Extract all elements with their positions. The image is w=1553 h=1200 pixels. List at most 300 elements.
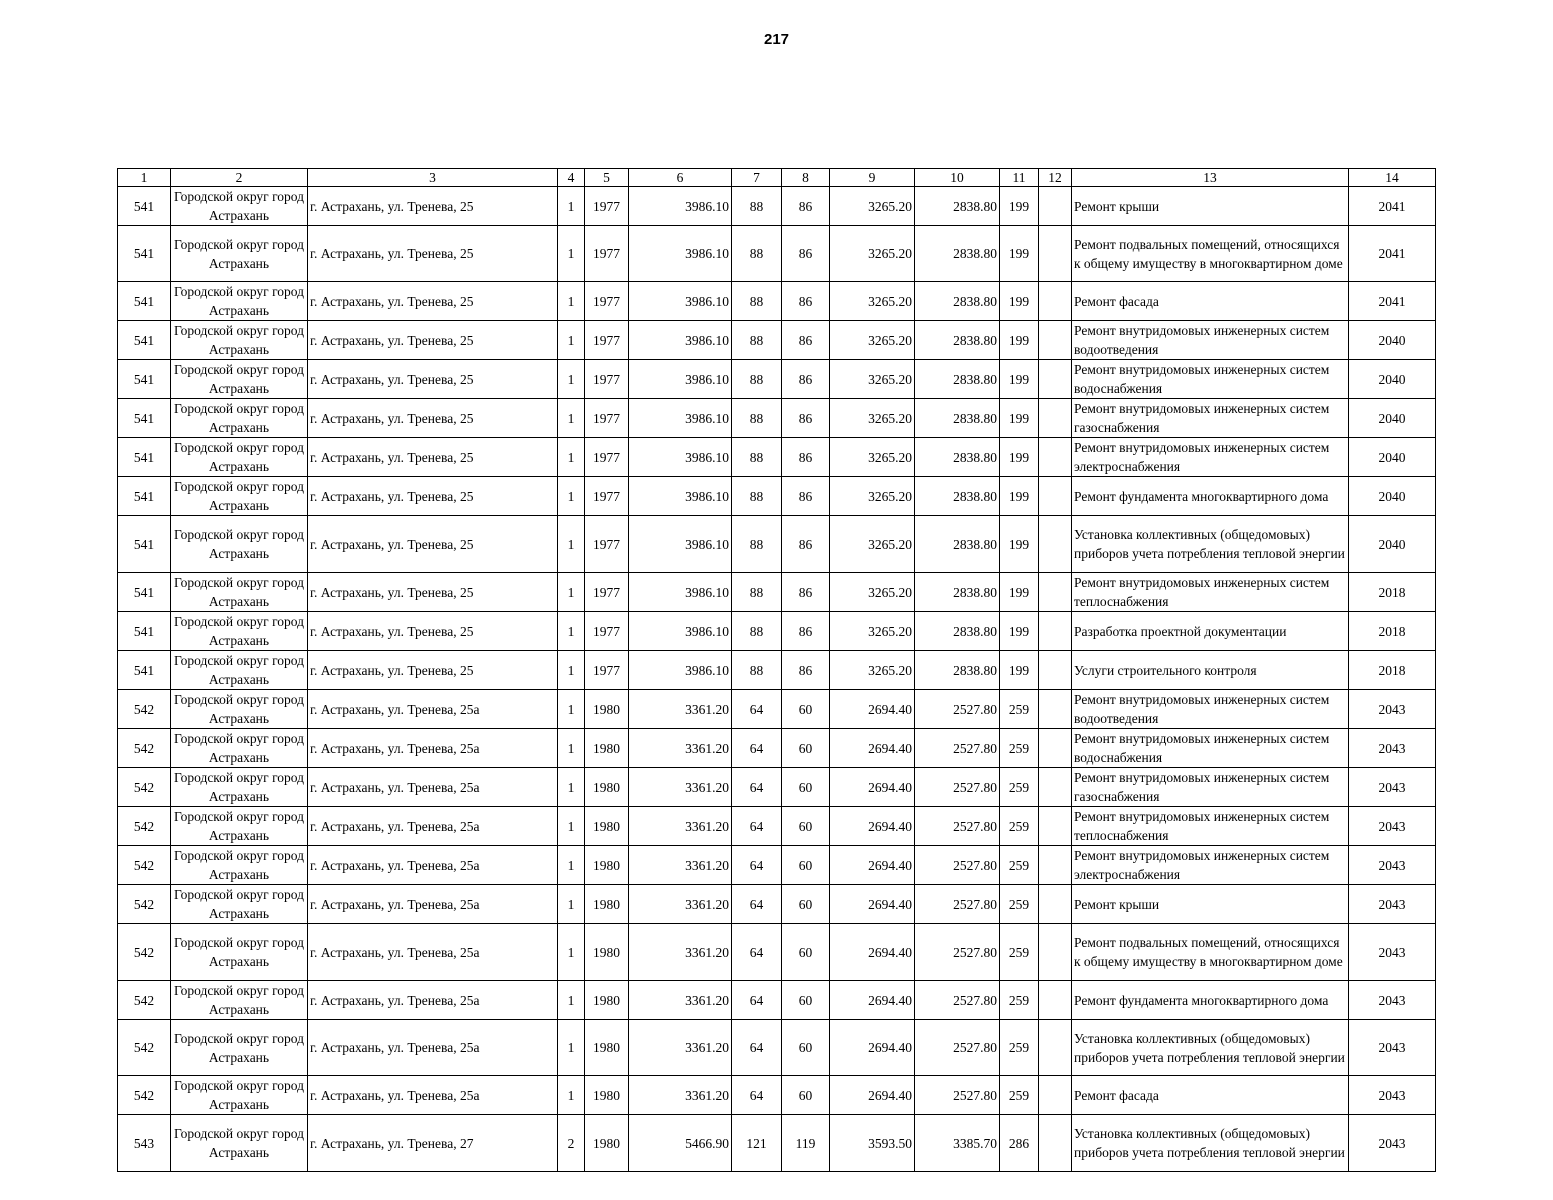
column-header: 3	[308, 169, 558, 187]
column-11-cell: 199	[1000, 282, 1039, 321]
column-4-cell: 1	[558, 321, 585, 360]
column-7-cell: 88	[732, 516, 782, 573]
row-number-cell: 541	[118, 360, 171, 399]
row-number-cell: 542	[118, 807, 171, 846]
column-9-cell: 3265.20	[830, 573, 915, 612]
year-cell: 1977	[585, 321, 629, 360]
address-cell: г. Астрахань, ул. Тренева, 25а	[308, 768, 558, 807]
column-9-cell: 3265.20	[830, 321, 915, 360]
column-7-cell: 64	[732, 690, 782, 729]
column-8-cell: 60	[782, 690, 830, 729]
column-4-cell: 1	[558, 573, 585, 612]
column-10-cell: 2527.80	[915, 1076, 1000, 1115]
table-row	[118, 612, 1436, 651]
municipality-cell: Городской округ город Астрахань	[171, 1076, 308, 1115]
column-12-cell	[1039, 651, 1072, 690]
column-10-cell: 2838.80	[915, 438, 1000, 477]
row-number-cell: 541	[118, 321, 171, 360]
year-cell: 1977	[585, 516, 629, 573]
row-number-cell: 541	[118, 282, 171, 321]
row-number-cell: 542	[118, 885, 171, 924]
work-type-cell: Ремонт подвальных помещений, относящихся к общему имуществу в многоквартирном доме	[1072, 924, 1349, 981]
year-cell: 1980	[585, 885, 629, 924]
column-7-cell: 88	[732, 438, 782, 477]
column-12-cell	[1039, 924, 1072, 981]
address-cell: г. Астрахань, ул. Тренева, 25	[308, 438, 558, 477]
column-4-cell: 1	[558, 438, 585, 477]
row-number-cell: 542	[118, 846, 171, 885]
planned-year-cell: 2018	[1349, 573, 1436, 612]
year-cell: 1977	[585, 360, 629, 399]
registry-table	[117, 168, 1436, 1172]
column-9-cell: 2694.40	[830, 981, 915, 1020]
column-8-cell: 86	[782, 226, 830, 282]
column-11-cell: 199	[1000, 612, 1039, 651]
planned-year-cell: 2041	[1349, 226, 1436, 282]
year-cell: 1977	[585, 612, 629, 651]
column-4-cell: 1	[558, 981, 585, 1020]
row-number-cell: 542	[118, 924, 171, 981]
work-type-cell: Ремонт крыши	[1072, 885, 1349, 924]
column-8-cell: 86	[782, 321, 830, 360]
column-4-cell: 1	[558, 360, 585, 399]
page-number: 217	[763, 31, 790, 48]
column-9-cell: 2694.40	[830, 924, 915, 981]
column-8-cell: 86	[782, 399, 830, 438]
row-number-cell: 541	[118, 187, 171, 226]
total-area-cell: 3986.10	[629, 477, 732, 516]
work-type-cell: Ремонт фундамента многоквартирного дома	[1072, 477, 1349, 516]
column-10-cell: 2838.80	[915, 612, 1000, 651]
column-header: 5	[585, 169, 629, 187]
column-7-cell: 121	[732, 1115, 782, 1172]
column-4-cell: 1	[558, 651, 585, 690]
total-area-cell: 3361.20	[629, 1076, 732, 1115]
column-7-cell: 64	[732, 807, 782, 846]
row-number-cell: 542	[118, 981, 171, 1020]
column-8-cell: 86	[782, 573, 830, 612]
municipality-cell: Городской округ город Астрахань	[171, 282, 308, 321]
total-area-cell: 3986.10	[629, 612, 732, 651]
column-12-cell	[1039, 1115, 1072, 1172]
planned-year-cell: 2043	[1349, 846, 1436, 885]
column-9-cell: 2694.40	[830, 690, 915, 729]
column-7-cell: 88	[732, 187, 782, 226]
column-9-cell: 3265.20	[830, 282, 915, 321]
total-area-cell: 3986.10	[629, 516, 732, 573]
column-12-cell	[1039, 516, 1072, 573]
table-row	[118, 226, 1436, 282]
work-type-cell: Ремонт внутридомовых инженерных систем водоснабжения	[1072, 729, 1349, 768]
total-area-cell: 3361.20	[629, 885, 732, 924]
address-cell: г. Астрахань, ул. Тренева, 25	[308, 187, 558, 226]
total-area-cell: 3986.10	[629, 651, 732, 690]
row-number-cell: 543	[118, 1115, 171, 1172]
total-area-cell: 3986.10	[629, 187, 732, 226]
column-9-cell: 3265.20	[830, 612, 915, 651]
column-11-cell: 199	[1000, 360, 1039, 399]
planned-year-cell: 2040	[1349, 438, 1436, 477]
year-cell: 1980	[585, 924, 629, 981]
table-body	[118, 187, 1436, 1172]
work-type-cell: Ремонт внутридомовых инженерных систем газоснабжения	[1072, 768, 1349, 807]
column-8-cell: 60	[782, 729, 830, 768]
municipality-cell: Городской округ город Астрахань	[171, 924, 308, 981]
planned-year-cell: 2041	[1349, 282, 1436, 321]
column-header: 10	[915, 169, 1000, 187]
column-9-cell: 3265.20	[830, 226, 915, 282]
row-number-cell: 541	[118, 438, 171, 477]
column-10-cell: 2838.80	[915, 516, 1000, 573]
column-11-cell: 259	[1000, 768, 1039, 807]
column-8-cell: 86	[782, 438, 830, 477]
planned-year-cell: 2043	[1349, 981, 1436, 1020]
column-10-cell: 2838.80	[915, 282, 1000, 321]
planned-year-cell: 2018	[1349, 651, 1436, 690]
column-10-cell: 2838.80	[915, 360, 1000, 399]
planned-year-cell: 2043	[1349, 729, 1436, 768]
total-area-cell: 3986.10	[629, 399, 732, 438]
column-9-cell: 2694.40	[830, 807, 915, 846]
address-cell: г. Астрахань, ул. Тренева, 25	[308, 516, 558, 573]
column-10-cell: 2838.80	[915, 399, 1000, 438]
work-type-cell: Ремонт подвальных помещений, относящихся к общему имуществу в многоквартирном доме	[1072, 226, 1349, 282]
work-type-cell: Ремонт крыши	[1072, 187, 1349, 226]
address-cell: г. Астрахань, ул. Тренева, 25а	[308, 690, 558, 729]
work-type-cell: Ремонт внутридомовых инженерных систем водоотведения	[1072, 690, 1349, 729]
municipality-cell: Городской округ город Астрахань	[171, 477, 308, 516]
row-number-cell: 542	[118, 690, 171, 729]
column-8-cell: 60	[782, 846, 830, 885]
column-4-cell: 1	[558, 399, 585, 438]
column-9-cell: 2694.40	[830, 846, 915, 885]
work-type-cell: Установка коллективных (общедомовых) приборов учета потребления тепловой энергии	[1072, 1020, 1349, 1076]
column-12-cell	[1039, 321, 1072, 360]
row-number-cell: 542	[118, 1076, 171, 1115]
year-cell: 1980	[585, 1020, 629, 1076]
table-row	[118, 516, 1436, 573]
work-type-cell: Ремонт внутридомовых инженерных систем электроснабжения	[1072, 846, 1349, 885]
year-cell: 1977	[585, 187, 629, 226]
municipality-cell: Городской округ город Астрахань	[171, 573, 308, 612]
column-4-cell: 1	[558, 690, 585, 729]
municipality-cell: Городской округ город Астрахань	[171, 846, 308, 885]
column-10-cell: 2527.80	[915, 924, 1000, 981]
column-12-cell	[1039, 612, 1072, 651]
column-11-cell: 199	[1000, 516, 1039, 573]
column-4-cell: 1	[558, 729, 585, 768]
column-8-cell: 119	[782, 1115, 830, 1172]
column-10-cell: 2527.80	[915, 885, 1000, 924]
column-12-cell	[1039, 807, 1072, 846]
address-cell: г. Астрахань, ул. Тренева, 25	[308, 321, 558, 360]
year-cell: 1977	[585, 651, 629, 690]
address-cell: г. Астрахань, ул. Тренева, 25	[308, 226, 558, 282]
total-area-cell: 3361.20	[629, 981, 732, 1020]
column-8-cell: 60	[782, 1020, 830, 1076]
column-8-cell: 86	[782, 651, 830, 690]
column-9-cell: 3265.20	[830, 516, 915, 573]
year-cell: 1977	[585, 399, 629, 438]
municipality-cell: Городской округ город Астрахань	[171, 516, 308, 573]
municipality-cell: Городской округ город Астрахань	[171, 321, 308, 360]
column-12-cell	[1039, 187, 1072, 226]
column-7-cell: 64	[732, 924, 782, 981]
column-8-cell: 86	[782, 612, 830, 651]
total-area-cell: 3361.20	[629, 768, 732, 807]
column-7-cell: 88	[732, 226, 782, 282]
total-area-cell: 3361.20	[629, 729, 732, 768]
work-type-cell: Установка коллективных (общедомовых) приборов учета потребления тепловой энергии	[1072, 1115, 1349, 1172]
column-8-cell: 86	[782, 360, 830, 399]
column-11-cell: 259	[1000, 1020, 1039, 1076]
work-type-cell: Ремонт внутридомовых инженерных систем водоотведения	[1072, 321, 1349, 360]
year-cell: 1980	[585, 1076, 629, 1115]
column-header: 11	[1000, 169, 1039, 187]
column-11-cell: 199	[1000, 399, 1039, 438]
municipality-cell: Городской округ город Астрахань	[171, 651, 308, 690]
column-7-cell: 64	[732, 846, 782, 885]
column-12-cell	[1039, 846, 1072, 885]
column-4-cell: 1	[558, 885, 585, 924]
column-11-cell: 199	[1000, 438, 1039, 477]
column-10-cell: 2527.80	[915, 807, 1000, 846]
work-type-cell: Ремонт внутридомовых инженерных систем теплоснабжения	[1072, 807, 1349, 846]
column-11-cell: 259	[1000, 924, 1039, 981]
table-row	[118, 282, 1436, 321]
table-row	[118, 651, 1436, 690]
work-type-cell: Разработка проектной документации	[1072, 612, 1349, 651]
table-row	[118, 399, 1436, 438]
work-type-cell: Ремонт фасада	[1072, 1076, 1349, 1115]
column-7-cell: 88	[732, 612, 782, 651]
column-8-cell: 60	[782, 1076, 830, 1115]
municipality-cell: Городской округ город Астрахань	[171, 807, 308, 846]
address-cell: г. Астрахань, ул. Тренева, 25а	[308, 807, 558, 846]
table-row	[118, 729, 1436, 768]
column-9-cell: 3265.20	[830, 477, 915, 516]
year-cell: 1980	[585, 1115, 629, 1172]
column-12-cell	[1039, 768, 1072, 807]
planned-year-cell: 2043	[1349, 807, 1436, 846]
address-cell: г. Астрахань, ул. Тренева, 25	[308, 573, 558, 612]
planned-year-cell: 2043	[1349, 690, 1436, 729]
address-cell: г. Астрахань, ул. Тренева, 25	[308, 651, 558, 690]
table-row	[118, 885, 1436, 924]
column-7-cell: 64	[732, 768, 782, 807]
row-number-cell: 541	[118, 226, 171, 282]
column-4-cell: 2	[558, 1115, 585, 1172]
total-area-cell: 3986.10	[629, 573, 732, 612]
column-4-cell: 1	[558, 226, 585, 282]
column-4-cell: 1	[558, 612, 585, 651]
column-11-cell: 199	[1000, 651, 1039, 690]
planned-year-cell: 2040	[1349, 477, 1436, 516]
municipality-cell: Городской округ город Астрахань	[171, 690, 308, 729]
column-9-cell: 3265.20	[830, 187, 915, 226]
column-11-cell: 199	[1000, 187, 1039, 226]
column-header: 9	[830, 169, 915, 187]
column-header: 1	[118, 169, 171, 187]
column-8-cell: 86	[782, 477, 830, 516]
column-header: 12	[1039, 169, 1072, 187]
header-row	[118, 169, 1436, 187]
column-11-cell: 259	[1000, 981, 1039, 1020]
column-8-cell: 86	[782, 187, 830, 226]
column-header: 14	[1349, 169, 1436, 187]
column-9-cell: 3265.20	[830, 399, 915, 438]
total-area-cell: 3986.10	[629, 438, 732, 477]
table-row	[118, 477, 1436, 516]
total-area-cell: 3361.20	[629, 924, 732, 981]
row-number-cell: 541	[118, 651, 171, 690]
column-7-cell: 64	[732, 729, 782, 768]
work-type-cell: Ремонт внутридомовых инженерных систем водоснабжения	[1072, 360, 1349, 399]
planned-year-cell: 2040	[1349, 516, 1436, 573]
column-header: 7	[732, 169, 782, 187]
column-4-cell: 1	[558, 924, 585, 981]
column-9-cell: 2694.40	[830, 1020, 915, 1076]
column-10-cell: 2527.80	[915, 1020, 1000, 1076]
municipality-cell: Городской округ город Астрахань	[171, 399, 308, 438]
address-cell: г. Астрахань, ул. Тренева, 25а	[308, 885, 558, 924]
column-11-cell: 199	[1000, 226, 1039, 282]
column-10-cell: 2838.80	[915, 651, 1000, 690]
column-12-cell	[1039, 1076, 1072, 1115]
planned-year-cell: 2040	[1349, 399, 1436, 438]
column-8-cell: 60	[782, 768, 830, 807]
column-11-cell: 199	[1000, 477, 1039, 516]
work-type-cell: Ремонт внутридомовых инженерных систем электроснабжения	[1072, 438, 1349, 477]
column-11-cell: 259	[1000, 807, 1039, 846]
total-area-cell: 3986.10	[629, 282, 732, 321]
column-8-cell: 86	[782, 282, 830, 321]
year-cell: 1977	[585, 226, 629, 282]
work-type-cell: Услуги строительного контроля	[1072, 651, 1349, 690]
column-10-cell: 2527.80	[915, 690, 1000, 729]
column-7-cell: 88	[732, 399, 782, 438]
column-12-cell	[1039, 399, 1072, 438]
address-cell: г. Астрахань, ул. Тренева, 25а	[308, 1020, 558, 1076]
municipality-cell: Городской округ город Астрахань	[171, 885, 308, 924]
column-7-cell: 88	[732, 282, 782, 321]
column-header: 2	[171, 169, 308, 187]
column-12-cell	[1039, 438, 1072, 477]
column-12-cell	[1039, 885, 1072, 924]
table-row	[118, 438, 1436, 477]
table-row	[118, 690, 1436, 729]
column-10-cell: 2838.80	[915, 187, 1000, 226]
address-cell: г. Астрахань, ул. Тренева, 25а	[308, 846, 558, 885]
column-7-cell: 64	[732, 981, 782, 1020]
address-cell: г. Астрахань, ул. Тренева, 27	[308, 1115, 558, 1172]
total-area-cell: 3361.20	[629, 846, 732, 885]
year-cell: 1977	[585, 438, 629, 477]
planned-year-cell: 2040	[1349, 321, 1436, 360]
work-type-cell: Установка коллективных (общедомовых) приборов учета потребления тепловой энергии	[1072, 516, 1349, 573]
column-4-cell: 1	[558, 1020, 585, 1076]
total-area-cell: 3986.10	[629, 360, 732, 399]
column-4-cell: 1	[558, 187, 585, 226]
total-area-cell: 3986.10	[629, 226, 732, 282]
work-type-cell: Ремонт внутридомовых инженерных систем теплоснабжения	[1072, 573, 1349, 612]
table-row	[118, 573, 1436, 612]
municipality-cell: Городской округ город Астрахань	[171, 981, 308, 1020]
municipality-cell: Городской округ город Астрахань	[171, 187, 308, 226]
column-header: 6	[629, 169, 732, 187]
column-9-cell: 3265.20	[830, 360, 915, 399]
column-7-cell: 88	[732, 321, 782, 360]
column-9-cell: 2694.40	[830, 768, 915, 807]
column-header: 8	[782, 169, 830, 187]
year-cell: 1980	[585, 807, 629, 846]
planned-year-cell: 2018	[1349, 612, 1436, 651]
column-9-cell: 2694.40	[830, 729, 915, 768]
column-4-cell: 1	[558, 807, 585, 846]
column-8-cell: 60	[782, 981, 830, 1020]
municipality-cell: Городской округ город Астрахань	[171, 612, 308, 651]
column-12-cell	[1039, 1020, 1072, 1076]
address-cell: г. Астрахань, ул. Тренева, 25а	[308, 924, 558, 981]
table-row	[118, 187, 1436, 226]
column-4-cell: 1	[558, 768, 585, 807]
column-7-cell: 88	[732, 360, 782, 399]
total-area-cell: 3986.10	[629, 321, 732, 360]
table-row	[118, 360, 1436, 399]
table-row	[118, 1020, 1436, 1076]
table-row	[118, 981, 1436, 1020]
column-9-cell: 3593.50	[830, 1115, 915, 1172]
table-row	[118, 321, 1436, 360]
column-11-cell: 259	[1000, 1076, 1039, 1115]
column-9-cell: 2694.40	[830, 885, 915, 924]
column-10-cell: 2838.80	[915, 573, 1000, 612]
row-number-cell: 541	[118, 612, 171, 651]
column-7-cell: 88	[732, 651, 782, 690]
planned-year-cell: 2041	[1349, 187, 1436, 226]
row-number-cell: 541	[118, 399, 171, 438]
municipality-cell: Городской округ город Астрахань	[171, 226, 308, 282]
address-cell: г. Астрахань, ул. Тренева, 25а	[308, 981, 558, 1020]
planned-year-cell: 2043	[1349, 1115, 1436, 1172]
row-number-cell: 542	[118, 729, 171, 768]
column-8-cell: 86	[782, 516, 830, 573]
column-8-cell: 60	[782, 807, 830, 846]
table-row	[118, 1115, 1436, 1172]
column-4-cell: 1	[558, 516, 585, 573]
total-area-cell: 3361.20	[629, 807, 732, 846]
work-type-cell: Ремонт фасада	[1072, 282, 1349, 321]
column-10-cell: 2838.80	[915, 226, 1000, 282]
column-11-cell: 286	[1000, 1115, 1039, 1172]
column-4-cell: 1	[558, 282, 585, 321]
column-4-cell: 1	[558, 1076, 585, 1115]
column-10-cell: 2527.80	[915, 846, 1000, 885]
column-12-cell	[1039, 360, 1072, 399]
address-cell: г. Астрахань, ул. Тренева, 25	[308, 612, 558, 651]
municipality-cell: Городской округ город Астрахань	[171, 1020, 308, 1076]
column-12-cell	[1039, 690, 1072, 729]
municipality-cell: Городской округ город Астрахань	[171, 1115, 308, 1172]
table-row	[118, 768, 1436, 807]
year-cell: 1977	[585, 282, 629, 321]
table-row	[118, 924, 1436, 981]
column-12-cell	[1039, 226, 1072, 282]
municipality-cell: Городской округ город Астрахань	[171, 360, 308, 399]
column-12-cell	[1039, 573, 1072, 612]
row-number-cell: 542	[118, 1020, 171, 1076]
column-11-cell: 199	[1000, 321, 1039, 360]
